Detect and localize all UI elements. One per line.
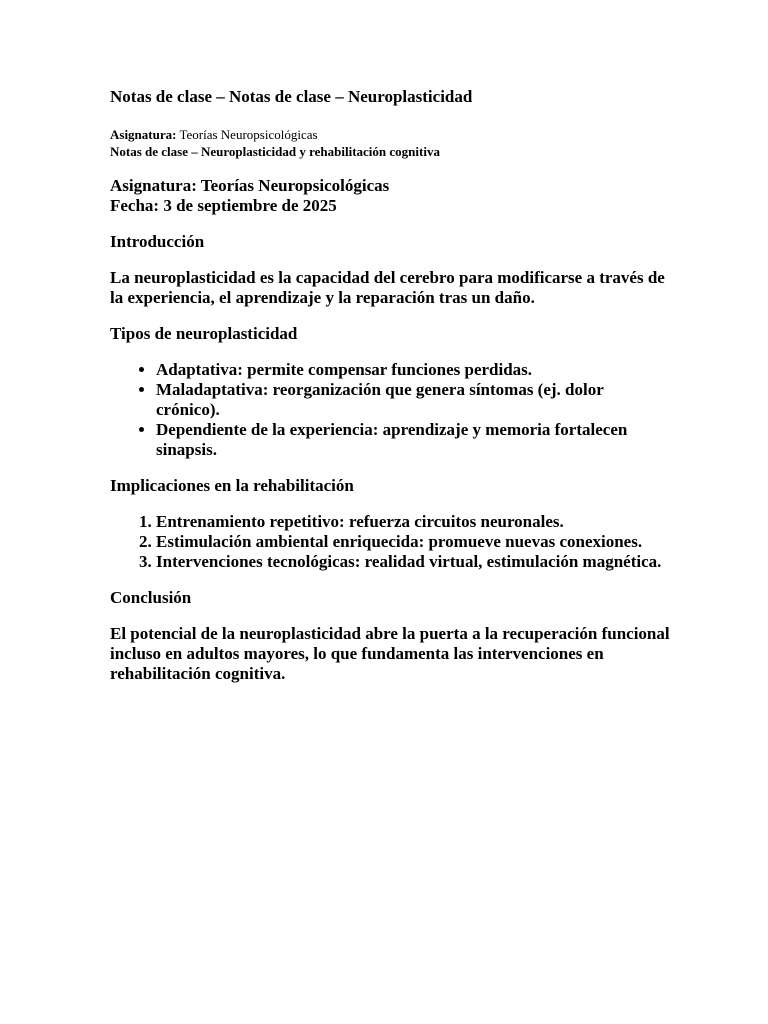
list-item: 2. Estimulación ambiental enriquecida: promueve nuevas conexiones. xyxy=(156,532,670,552)
list-item: • Dependiente de la experiencia: aprendizaje y memoria fortalecen sinapsis. xyxy=(156,420,670,460)
types-list xyxy=(110,360,670,460)
meta-subject-label: Asignatura: xyxy=(110,127,177,142)
implications-list xyxy=(110,512,670,572)
conclusion-text: El potencial de la neuroplasticidad abre la puerta a la recuperación funcional incluso en adultos mayores, lo que fundamenta las intervenciones en rehabilitación cognitiva. xyxy=(110,624,670,683)
implications-heading: Implicaciones en la rehabilitación xyxy=(110,476,354,495)
list-item: 3. Intervenciones tecnológicas: realidad virtual, estimulación magnética. xyxy=(156,552,670,572)
meta-subject-value: Teorías Neuropsicológicas xyxy=(179,127,318,142)
conclusion-heading: Conclusión xyxy=(110,588,192,607)
header-date: Fecha: 3 de septiembre de 2025 xyxy=(110,196,337,215)
header-subject: Asignatura: Teorías Neuropsicológicas xyxy=(110,176,390,195)
intro-text: La neuroplasticidad es la capacidad del cerebro para modificarse a través de la experiencia, el aprendizaje y la reparación tras un daño. xyxy=(110,268,665,307)
document-page xyxy=(110,86,670,700)
list-item: • Maladaptativa: reorganización que genera síntomas (ej. dolor crónico). xyxy=(156,380,670,420)
document-title: Notas de clase – Notas de clase – Neuroplasticidad xyxy=(110,87,473,106)
meta-subject-line xyxy=(110,126,670,143)
meta-subtitle: Notas de clase – Neuroplasticidad y rehabilitación cognitiva xyxy=(110,144,440,159)
intro-heading: Introducción xyxy=(110,232,205,251)
list-item: • Adaptativa: permite compensar funciones perdidas. xyxy=(156,360,670,380)
types-heading: Tipos de neuroplasticidad xyxy=(110,324,298,343)
list-item: 1. Entrenamiento repetitivo: refuerza circuitos neuronales. xyxy=(156,512,670,532)
